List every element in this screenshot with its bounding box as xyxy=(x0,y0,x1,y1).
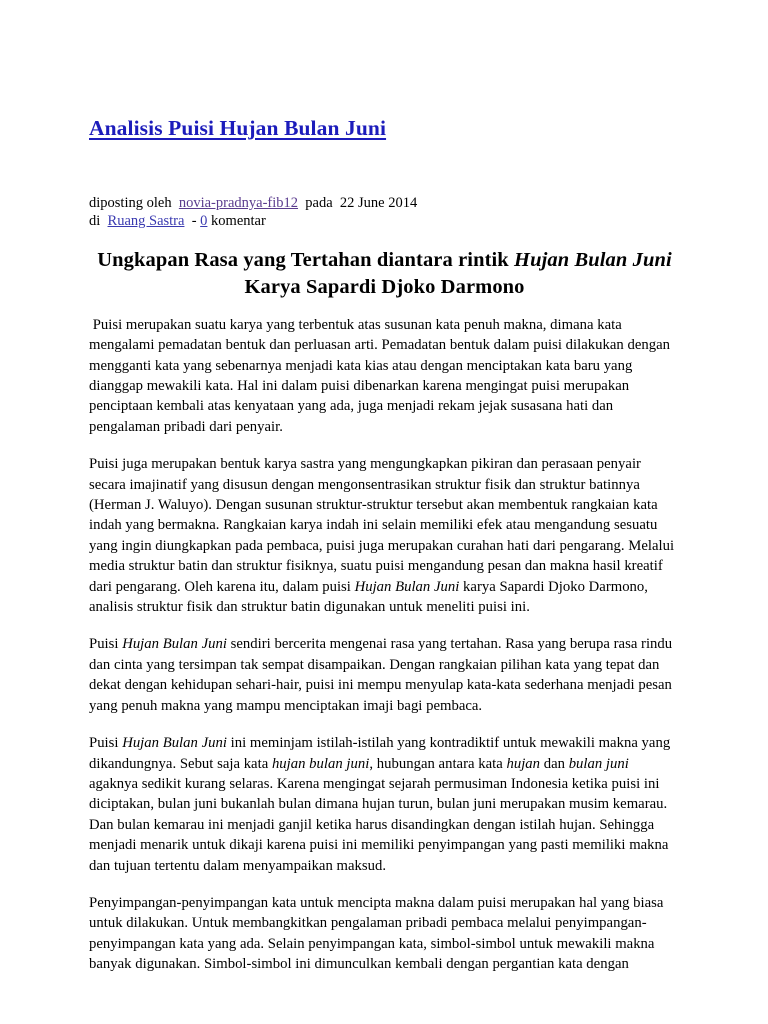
paragraph-2-text-a: Puisi juga merupakan bentuk karya sastra yang mengungkapkan pikiran dan perasaan penyair secara imajinatif yang disusun dengan mengonsentrasikan struktur fisik dan struktur batinnya (Herman J. Waluyo). Dengan susunan struktur-struktur tersebut akan membentuk rangkaian kata indah yang bermakna. Rangkaian karya indah ini selain memiliki efek atau mengandung sesuatu yang ingin diungkapkan pada pembaca, puisi juga merupakan curahan hati dari pengarang. Melalui media struktur batin dan struktur fisiknya, suatu puisi mengandung pesan dan makna hasil kreatif dari pengarang. Oleh karena itu, dalam puisi xyxy=(89,456,675,595)
paragraph-5-text: Penyimpangan-penyimpangan kata untuk mencipta makna dalam puisi merupakan hal yang biasa untuk dilakukan. Untuk membangkitkan pengalaman pribadi pembaca melalui penyimpangan-penyimpangan kata yang ada. Selain penyimpangan kata, simbol-simbol untuk mewakili makna banyak digunakan. Simbol-simbol ini dimunculkan kembali dengan pergantian kata dengan xyxy=(89,894,664,973)
post-title-container xyxy=(89,116,680,170)
article-heading xyxy=(89,247,680,301)
paragraph-4-text-c: , hubungan antara kata xyxy=(369,755,507,772)
post-title-link[interactable]: Analisis Puisi Hujan Bulan Juni xyxy=(89,116,387,140)
article-heading-poem-title: Hujan Bulan Juni xyxy=(514,248,672,271)
article-heading-part2: Karya Sapardi Djoko Darmono xyxy=(244,275,525,298)
paragraph-4-phrase-bulan-juni: bulan juni xyxy=(568,755,629,772)
paragraph-5 xyxy=(89,893,680,975)
comment-label: komentar xyxy=(211,213,266,230)
paragraph-4-text-d: dan xyxy=(540,755,569,772)
article-heading-part1: Ungkapan Rasa yang Tertahan diantara rintik xyxy=(97,248,515,271)
paragraph-2-text-b: karya Sapardi Djoko Darmono, analisis struktur fisik dan struktur batin digunakan untuk meneliti puisi ini. xyxy=(89,578,648,616)
paragraph-3-text-a: Puisi xyxy=(89,636,123,653)
paragraph-4-text-b: ini meminjam istilah-istilah yang kontradiktif untuk mewakili makna yang dikandungnya. Sebut saja kata xyxy=(89,735,671,772)
paragraph-4-word-hujan: hujan xyxy=(506,755,541,772)
posted-by-label: diposting oleh xyxy=(89,194,172,211)
comment-count-link[interactable]: 0 xyxy=(200,213,208,230)
paragraph-3-poem-title: Hujan Bulan Juni xyxy=(122,636,227,653)
paragraph-4-phrase-hujan-bulan-juni: hujan bulan juni xyxy=(271,755,370,772)
paragraph-4-text-a: Puisi xyxy=(89,735,123,752)
category-preposition-label: di xyxy=(89,213,101,230)
paragraph-2 xyxy=(89,454,680,617)
post-metadata xyxy=(89,194,680,231)
paragraph-2-poem-title: Hujan Bulan Juni xyxy=(354,578,460,595)
paragraph-4 xyxy=(89,733,680,876)
paragraph-4-poem-title: Hujan Bulan Juni xyxy=(122,735,227,752)
paragraph-4-text-e: agaknya sedikit kurang selaras. Karena mengingat sejarah permusiman Indonesia ketika puisi ini diciptakan, bulan juni bukanlah bulan dimana hujan turun, bulan juni merupakan musim kemarau. Dan bulan kemarau ini menjadi ganjil ketika harus disandingkan dengan istilah hujan. Sehingga menjadi menarik untuk dikaji karena puisi ini memiliki penyimpangan yang pasti memiliki makna dan tujuan tertentu dalam menyampaikan maksud. xyxy=(89,775,669,874)
paragraph-3-text-b: sendiri bercerita mengenai rasa yang tertahan. Rasa yang berupa rasa rindu dan cinta yang tersimpan tak sempat disampaikan. Dengan rangkaian pilihan kata yang tepat dan dekat dengan kehidupan sehari-hair, puisi ini mempu menyulap kata-kata sederhana menjadi pesan yang penuh makna yang mampu menciptakan imaji bagi pembaca. xyxy=(89,636,673,714)
post-date: 22 June 2014 xyxy=(339,194,418,211)
paragraph-3 xyxy=(89,634,680,716)
paragraph-1 xyxy=(89,315,680,437)
meta-separator: - xyxy=(191,213,197,230)
author-link[interactable]: novia-pradnya-fib12 xyxy=(178,194,299,211)
category-link[interactable]: Ruang Sastra xyxy=(107,213,185,230)
date-preposition-label: pada xyxy=(305,194,333,211)
paragraph-1-text: Puisi merupakan suatu karya yang terbentuk atas susunan kata penuh makna, dimana kata mengalami pemadatan bentuk dan perluasan arti. Pemadatan bentuk dalam puisi dilakukan dengan mengganti kata yang sebenarnya menjadi kata kias atau dengan menciptakan kata baru yang dianggap mewakili kata. Hal ini dalam puisi dibenarkan karena mengingat puisi merupakan penciptaan kembali atas kenyataan yang ada, juga menjadi rekam jejak susasana hati dan pengalaman pribadi dari penyair. xyxy=(89,316,670,435)
